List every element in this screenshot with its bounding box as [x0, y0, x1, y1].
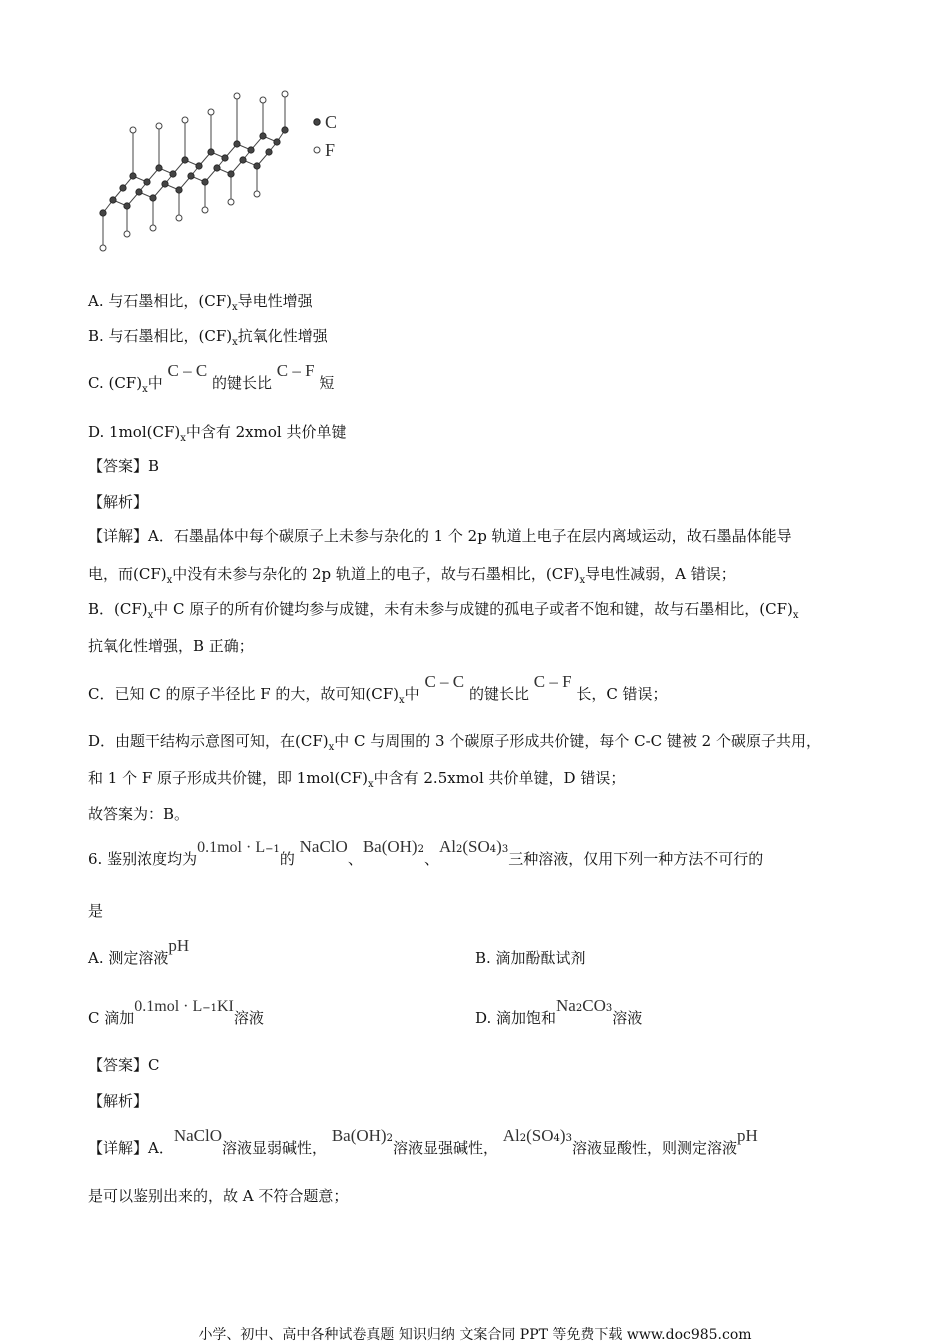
c-f-bond-formula: C – F [276, 361, 315, 380]
c-c-bond-formula: C – C [424, 672, 465, 691]
q5-detail-line-2: 电，而$(CF)_x$中没有未参与杂化的 2p 轨道上的电子，故与石墨相比，$(CF)_x$导电性减弱，A 错误； [88, 565, 736, 586]
q5-detail-line-3: B．$(CF)_x$中 C 原子的所有价键均参与成键，未有未参与成键的孤电子或者不饱和键，故与石墨相比，$(CF)_x$ [88, 600, 799, 621]
c-f-bonds [103, 96, 285, 246]
q5-answer: 【答案】B [88, 457, 160, 475]
q6-option-a: A. 测定溶液pH [88, 936, 190, 967]
cf-structure-diagram [95, 88, 355, 258]
legend-f-label: F [325, 140, 336, 160]
legend-f-dot [314, 147, 320, 153]
page-footer: 小学、初中、高中各种试卷真题 知识归纳 文案合同 PPT 等免费下载 www.doc985.com [198, 1327, 752, 1343]
q6-detail-line-2: 是可以鉴别出来的，故 A 不符合题意； [88, 1187, 349, 1205]
q6-option-c: C 滴加$0.1mol \cdot L^{-1}KI$溶液 [88, 998, 264, 1027]
q6-option-d: D. 滴加饱和$Na^2CO^3$溶液 [475, 996, 643, 1027]
q5-detail-line-6: D．由题干结构示意图可知，在$(CF)_x$中 C 与周围的 3 个碳原子形成共价键，每个 C-C 键被 2 个碳原子共用， [88, 732, 821, 753]
q5-option-a: A. 与石墨相比，$(CF)_x$导电性增强 [88, 292, 313, 313]
c-f-bond-formula: C – F [533, 672, 572, 691]
q6-stem-line-1: 6. 鉴别浓度均为$0.1mol \cdot L^{-1}$的 NaClO、Ba(OH)$^2$、$Al^2(SO^4)^3$三种溶液，仅用下列一种方法不可行的 [88, 837, 764, 868]
q5-detail-line-8: 故答案为：B。 [88, 805, 190, 823]
q5-option-b: B. 与石墨相比，$(CF)_x$抗氧化性增强 [88, 327, 328, 348]
q6-stem-line-2: 是 [88, 902, 104, 920]
f-atoms [100, 91, 288, 251]
q6-option-b: B. 滴加酚酞试剂 [475, 949, 586, 967]
c-c-bonds [103, 130, 285, 213]
c-c-bond-formula: C – C [167, 361, 208, 380]
q5-detail-line-5: C．已知 C 的原子半径比 F 的大，故可知$(CF)_x$中 C – C 的键长比 C – F 长，C 错误； [88, 672, 668, 706]
q5-analysis-heading: 【解析】 [88, 493, 149, 511]
legend-c-label: C [325, 112, 338, 132]
q5-detail-line-4: 抗氧化性增强，B 正确； [88, 637, 254, 655]
q5-detail-line-1: 【详解】A．石墨晶体中每个碳原子上未参与杂化的 1 个 2p 轨道上电子在层内离域运动，故石墨晶体能导 [88, 527, 792, 545]
q6-analysis-heading: 【解析】 [88, 1092, 149, 1110]
legend-c-dot [314, 119, 320, 125]
q5-option-c: C. $(CF)_x$中 C – C 的键长比 C – F 短 [88, 361, 335, 395]
q5-detail-line-7: 和 1 个 F 原子形成共价键，即 $1mol(CF)_x$中含有 2.5xmol 共价单键，D 错误； [88, 769, 626, 790]
q6-answer: 【答案】C [88, 1056, 160, 1074]
q6-detail-line-1: 【详解】A．NaClO溶液显弱碱性， Ba(OH)$^2$溶液显强碱性， $Al^2(SO^4)^3$溶液显酸性，则测定溶液pH [88, 1126, 758, 1157]
q5-option-d: D. $1mol(CF)_x$中含有 2xmol 共价单键 [88, 423, 347, 444]
